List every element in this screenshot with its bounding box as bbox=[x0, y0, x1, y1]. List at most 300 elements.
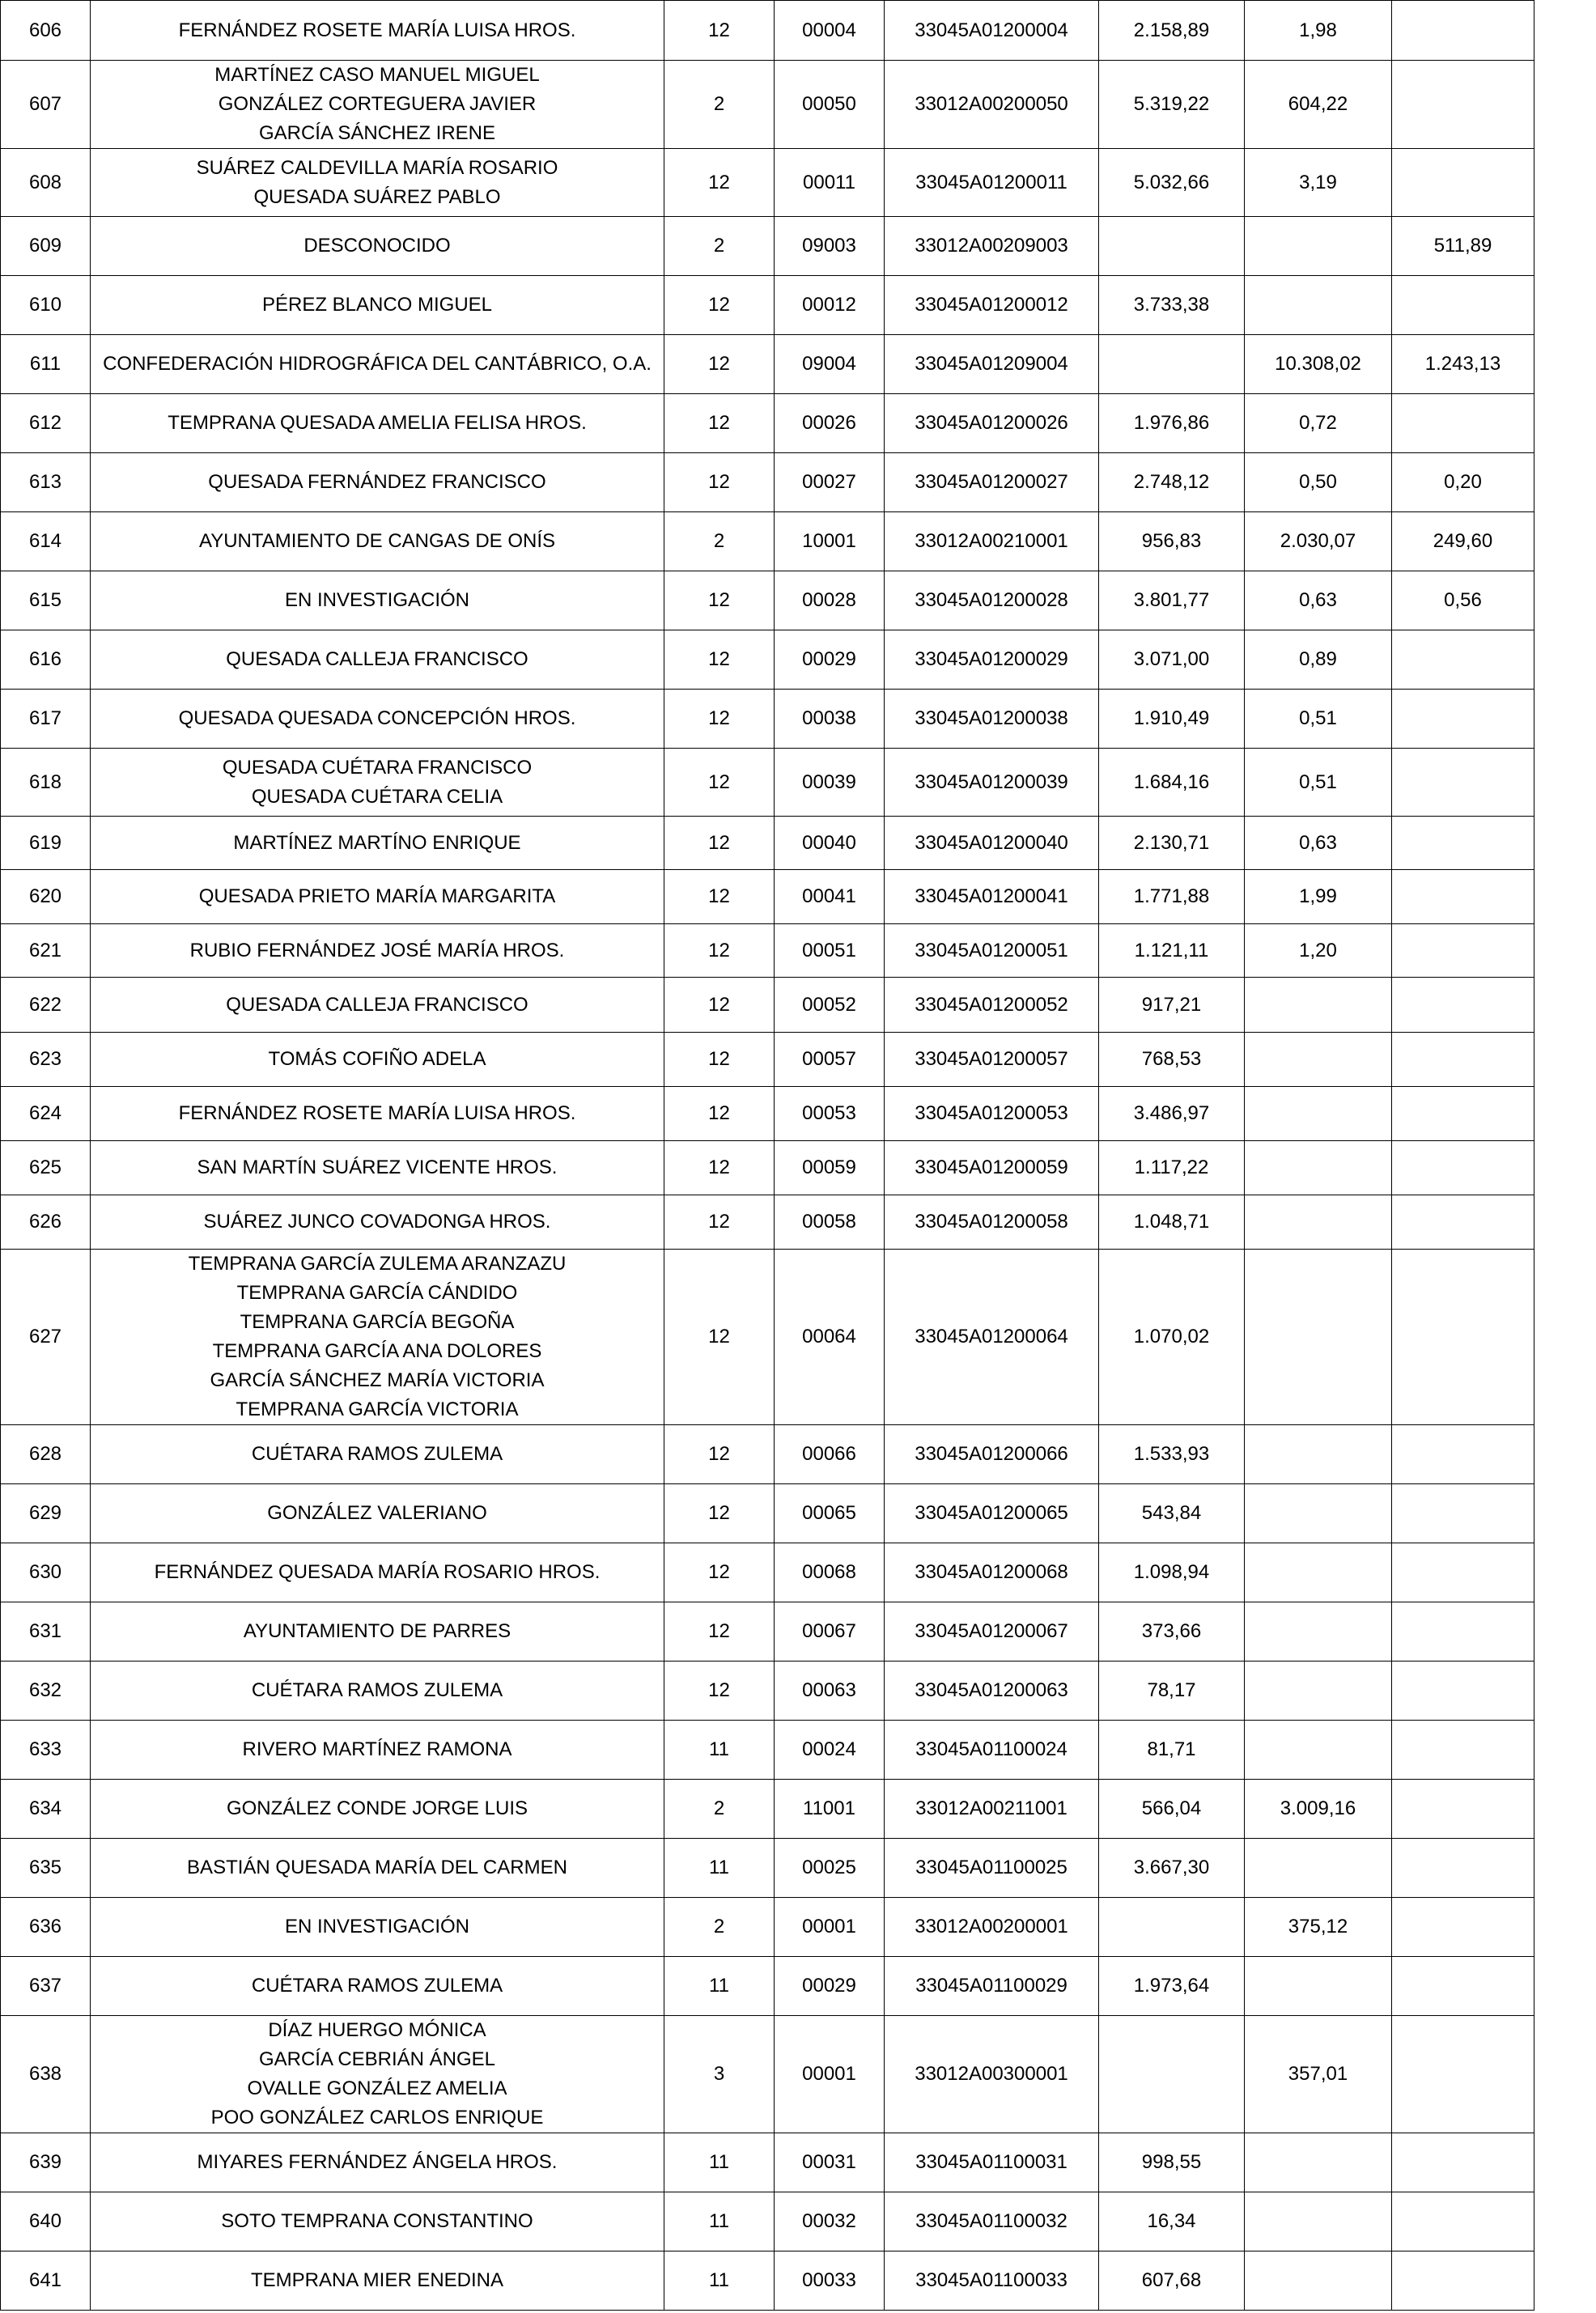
parcel-cell: 00027 bbox=[775, 453, 885, 512]
area-col3-cell bbox=[1392, 2133, 1534, 2192]
cadastral-ref-cell: 33045A01200065 bbox=[885, 1484, 1099, 1543]
area-col2-cell: 3.009,16 bbox=[1245, 1780, 1392, 1839]
area-col2-cell: 0,72 bbox=[1245, 394, 1392, 453]
area-col3-cell: 511,89 bbox=[1392, 217, 1534, 276]
table-row bbox=[1, 924, 1534, 978]
owner-name: TOMÁS COFIÑO ADELA bbox=[268, 1048, 486, 1070]
area-col3-cell bbox=[1392, 978, 1534, 1033]
owner-cell bbox=[91, 217, 664, 276]
polygon-cell: 11 bbox=[664, 1721, 775, 1780]
area-col2-cell bbox=[1245, 1721, 1392, 1780]
owner-name: GARCÍA CEBRIÁN ÁNGEL bbox=[258, 2048, 496, 2070]
area-col1-cell: 3.733,38 bbox=[1099, 276, 1245, 335]
owner-name: TEMPRANA GARCÍA CÁNDIDO bbox=[236, 1282, 518, 1304]
owner-name: DESCONOCIDO bbox=[303, 235, 451, 257]
cadastral-ref-cell: 33045A01200052 bbox=[885, 978, 1099, 1033]
area-col3-cell bbox=[1392, 2016, 1534, 2133]
polygon-cell: 2 bbox=[664, 1898, 775, 1957]
owner-cell bbox=[91, 571, 664, 630]
area-col1-cell: 956,83 bbox=[1099, 512, 1245, 571]
owner-name: CONFEDERACIÓN HIDROGRÁFICA DEL CANTÁBRICO, O.A. bbox=[103, 353, 652, 375]
row-number-cell: 626 bbox=[1, 1195, 91, 1250]
row-number-cell: 614 bbox=[1, 512, 91, 571]
owner-name: QUESADA CUÉTARA CELIA bbox=[251, 785, 503, 808]
area-col2-cell bbox=[1245, 217, 1392, 276]
row-number-cell: 615 bbox=[1, 571, 91, 630]
owner-name: CUÉTARA RAMOS ZULEMA bbox=[251, 1679, 503, 1701]
table-row bbox=[1, 571, 1534, 630]
polygon-cell: 12 bbox=[664, 1543, 775, 1602]
owner-name: AYUNTAMIENTO DE PARRES bbox=[243, 1620, 511, 1642]
row-number-cell: 633 bbox=[1, 1721, 91, 1780]
area-col1-cell: 1.771,88 bbox=[1099, 870, 1245, 924]
row-number-cell: 616 bbox=[1, 630, 91, 690]
area-col2-cell: 10.308,02 bbox=[1245, 335, 1392, 394]
row-number-cell: 638 bbox=[1, 2016, 91, 2133]
owner-name: QUESADA QUESADA CONCEPCIÓN HROS. bbox=[178, 707, 576, 729]
area-col3-cell bbox=[1392, 1, 1534, 61]
owner-cell bbox=[91, 1662, 664, 1721]
cadastral-ref-cell: 33045A01100031 bbox=[885, 2133, 1099, 2192]
area-col1-cell: 1.121,11 bbox=[1099, 924, 1245, 978]
owner-name: EN INVESTIGACIÓN bbox=[284, 589, 470, 611]
table-row bbox=[1, 1141, 1534, 1195]
table-row bbox=[1, 394, 1534, 453]
area-col1-cell: 1.910,49 bbox=[1099, 690, 1245, 749]
area-col1-cell bbox=[1099, 217, 1245, 276]
polygon-cell: 3 bbox=[664, 2016, 775, 2133]
area-col2-cell: 1,99 bbox=[1245, 870, 1392, 924]
cadastral-ref-cell: 33045A01200038 bbox=[885, 690, 1099, 749]
owner-cell bbox=[91, 335, 664, 394]
owner-cell bbox=[91, 2133, 664, 2192]
area-col3-cell bbox=[1392, 394, 1534, 453]
table-row bbox=[1, 1839, 1534, 1898]
parcel-cell: 00032 bbox=[775, 2192, 885, 2251]
area-col3-cell bbox=[1392, 1721, 1534, 1780]
owner-cell bbox=[91, 1250, 664, 1425]
parcel-cell: 00001 bbox=[775, 1898, 885, 1957]
owner-cell bbox=[91, 1, 664, 61]
area-col1-cell: 2.158,89 bbox=[1099, 1, 1245, 61]
area-col1-cell: 3.486,97 bbox=[1099, 1087, 1245, 1141]
owner-cell bbox=[91, 817, 664, 870]
polygon-cell: 12 bbox=[664, 571, 775, 630]
parcel-cell: 00065 bbox=[775, 1484, 885, 1543]
area-col3-cell bbox=[1392, 1250, 1534, 1425]
cadastral-ref-cell: 33045A01200011 bbox=[885, 149, 1099, 217]
cadastral-ref-cell: 33045A01200040 bbox=[885, 817, 1099, 870]
owner-name: QUESADA CALLEJA FRANCISCO bbox=[226, 648, 528, 670]
owner-cell bbox=[91, 870, 664, 924]
cadastral-ref-cell: 33045A01100029 bbox=[885, 1957, 1099, 2016]
area-col2-cell bbox=[1245, 2192, 1392, 2251]
polygon-cell: 12 bbox=[664, 1250, 775, 1425]
owner-name: DÍAZ HUERGO MÓNICA bbox=[268, 2019, 486, 2041]
owner-cell bbox=[91, 1602, 664, 1662]
parcel-cell: 00057 bbox=[775, 1033, 885, 1087]
owner-name: OVALLE GONZÁLEZ AMELIA bbox=[247, 2077, 507, 2099]
cadastral-ref-cell: 33012A00209003 bbox=[885, 217, 1099, 276]
row-number-cell: 632 bbox=[1, 1662, 91, 1721]
parcel-cell: 00024 bbox=[775, 1721, 885, 1780]
area-col2-cell bbox=[1245, 978, 1392, 1033]
owner-name: CUÉTARA RAMOS ZULEMA bbox=[251, 1975, 503, 1997]
polygon-cell: 12 bbox=[664, 1484, 775, 1543]
polygon-cell: 11 bbox=[664, 2192, 775, 2251]
cadastral-ref-cell: 33045A01200058 bbox=[885, 1195, 1099, 1250]
area-col1-cell: 5.319,22 bbox=[1099, 61, 1245, 149]
area-col3-cell bbox=[1392, 1898, 1534, 1957]
area-col1-cell: 1.976,86 bbox=[1099, 394, 1245, 453]
area-col2-cell: 604,22 bbox=[1245, 61, 1392, 149]
table-row bbox=[1, 870, 1534, 924]
area-col3-cell bbox=[1392, 1957, 1534, 2016]
cadastral-ref-cell: 33045A01200067 bbox=[885, 1602, 1099, 1662]
owner-cell bbox=[91, 1780, 664, 1839]
owner-name: QUESADA CUÉTARA FRANCISCO bbox=[222, 756, 533, 779]
area-col1-cell: 1.533,93 bbox=[1099, 1425, 1245, 1484]
owner-cell bbox=[91, 924, 664, 978]
cadastral-ref-cell: 33012A00200050 bbox=[885, 61, 1099, 149]
row-number-cell: 641 bbox=[1, 2251, 91, 2311]
parcel-cell: 09003 bbox=[775, 217, 885, 276]
cadastral-ref-cell: 33045A01200068 bbox=[885, 1543, 1099, 1602]
parcel-cell: 00029 bbox=[775, 630, 885, 690]
area-col2-cell: 0,51 bbox=[1245, 749, 1392, 817]
cadastral-ref-cell: 33012A00210001 bbox=[885, 512, 1099, 571]
owner-name: POO GONZÁLEZ CARLOS ENRIQUE bbox=[210, 2107, 544, 2128]
parcel-cell: 00038 bbox=[775, 690, 885, 749]
area-col2-cell: 0,51 bbox=[1245, 690, 1392, 749]
area-col1-cell: 1.070,02 bbox=[1099, 1250, 1245, 1425]
row-number-cell: 612 bbox=[1, 394, 91, 453]
area-col2-cell bbox=[1245, 2251, 1392, 2311]
polygon-cell: 12 bbox=[664, 276, 775, 335]
area-col3-cell bbox=[1392, 1425, 1534, 1484]
table-row bbox=[1, 1780, 1534, 1839]
owner-cell bbox=[91, 1425, 664, 1484]
parcel-cell: 00064 bbox=[775, 1250, 885, 1425]
area-col1-cell: 1.117,22 bbox=[1099, 1141, 1245, 1195]
table-body bbox=[1, 1, 1534, 2311]
area-col3-cell bbox=[1392, 2192, 1534, 2251]
area-col2-cell: 3,19 bbox=[1245, 149, 1392, 217]
area-col3-cell bbox=[1392, 690, 1534, 749]
owner-name: AYUNTAMIENTO DE CANGAS DE ONÍS bbox=[198, 530, 556, 552]
owner-cell bbox=[91, 1721, 664, 1780]
owner-cell bbox=[91, 512, 664, 571]
cadastral-ref-cell: 33045A01200039 bbox=[885, 749, 1099, 817]
owner-name: TEMPRANA MIER ENEDINA bbox=[250, 2269, 504, 2291]
polygon-cell: 2 bbox=[664, 512, 775, 571]
owner-name: FERNÁNDEZ ROSETE MARÍA LUISA HROS. bbox=[178, 19, 576, 41]
owner-cell bbox=[91, 276, 664, 335]
area-col1-cell: 543,84 bbox=[1099, 1484, 1245, 1543]
row-number-cell: 613 bbox=[1, 453, 91, 512]
owner-name: QUESADA PRIETO MARÍA MARGARITA bbox=[198, 885, 556, 907]
table-row bbox=[1, 149, 1534, 217]
table-row bbox=[1, 1484, 1534, 1543]
owner-name: SOTO TEMPRANA CONSTANTINO bbox=[221, 2210, 533, 2232]
owner-cell bbox=[91, 690, 664, 749]
parcel-cell: 00068 bbox=[775, 1543, 885, 1602]
polygon-cell: 12 bbox=[664, 924, 775, 978]
area-col1-cell: 2.748,12 bbox=[1099, 453, 1245, 512]
table-row bbox=[1, 61, 1534, 149]
cadastral-ref-cell: 33045A01100024 bbox=[885, 1721, 1099, 1780]
area-col3-cell bbox=[1392, 276, 1534, 335]
parcel-cell: 00052 bbox=[775, 978, 885, 1033]
owner-cell bbox=[91, 1543, 664, 1602]
row-number-cell: 634 bbox=[1, 1780, 91, 1839]
table-row bbox=[1, 749, 1534, 817]
area-col1-cell: 78,17 bbox=[1099, 1662, 1245, 1721]
owner-name: TEMPRANA QUESADA AMELIA FELISA HROS. bbox=[168, 412, 587, 434]
area-col1-cell: 3.667,30 bbox=[1099, 1839, 1245, 1898]
cadastral-ref-cell: 33045A01200012 bbox=[885, 276, 1099, 335]
row-number-cell: 607 bbox=[1, 61, 91, 149]
cadastral-ref-cell: 33045A01200066 bbox=[885, 1425, 1099, 1484]
area-col3-cell bbox=[1392, 2251, 1534, 2311]
cadastral-ref-cell: 33045A01200041 bbox=[885, 870, 1099, 924]
owner-name: SUÁREZ JUNCO COVADONGA HROS. bbox=[203, 1211, 551, 1233]
cadastral-ref-cell: 33045A01200064 bbox=[885, 1250, 1099, 1425]
polygon-cell: 12 bbox=[664, 1425, 775, 1484]
polygon-cell: 12 bbox=[664, 1, 775, 61]
row-number-cell: 618 bbox=[1, 749, 91, 817]
parcel-cell: 00001 bbox=[775, 2016, 885, 2133]
area-col3-cell bbox=[1392, 1780, 1534, 1839]
polygon-cell: 12 bbox=[664, 335, 775, 394]
owner-name: GARCÍA SÁNCHEZ MARÍA VICTORIA bbox=[210, 1369, 545, 1391]
area-col2-cell bbox=[1245, 1087, 1392, 1141]
row-number-cell: 622 bbox=[1, 978, 91, 1033]
owner-cell bbox=[91, 749, 664, 817]
area-col1-cell: 5.032,66 bbox=[1099, 149, 1245, 217]
area-col3-cell bbox=[1392, 1543, 1534, 1602]
polygon-cell: 12 bbox=[664, 749, 775, 817]
row-number-cell: 627 bbox=[1, 1250, 91, 1425]
parcel-cell: 00041 bbox=[775, 870, 885, 924]
parcel-cell: 00063 bbox=[775, 1662, 885, 1721]
owner-cell bbox=[91, 149, 664, 217]
area-col2-cell bbox=[1245, 1425, 1392, 1484]
area-col2-cell bbox=[1245, 1195, 1392, 1250]
cadastral-ref-cell: 33045A01200029 bbox=[885, 630, 1099, 690]
polygon-cell: 12 bbox=[664, 817, 775, 870]
row-number-cell: 629 bbox=[1, 1484, 91, 1543]
table-row bbox=[1, 2016, 1534, 2133]
parcel-cell: 10001 bbox=[775, 512, 885, 571]
row-number-cell: 609 bbox=[1, 217, 91, 276]
area-col3-cell bbox=[1392, 1484, 1534, 1543]
polygon-cell: 11 bbox=[664, 2133, 775, 2192]
table-row bbox=[1, 1, 1534, 61]
cadastral-ref-cell: 33045A01200051 bbox=[885, 924, 1099, 978]
row-number-cell: 624 bbox=[1, 1087, 91, 1141]
owner-name: GONZÁLEZ CONDE JORGE LUIS bbox=[226, 1797, 528, 1819]
table-row bbox=[1, 690, 1534, 749]
table-row bbox=[1, 1721, 1534, 1780]
parcel-cell: 00053 bbox=[775, 1087, 885, 1141]
polygon-cell: 11 bbox=[664, 1839, 775, 1898]
table-row bbox=[1, 1033, 1534, 1087]
parcel-cell: 00039 bbox=[775, 749, 885, 817]
row-number-cell: 611 bbox=[1, 335, 91, 394]
owner-name: TEMPRANA GARCÍA ANA DOLORES bbox=[212, 1340, 542, 1362]
table-row bbox=[1, 630, 1534, 690]
parcel-cell: 00050 bbox=[775, 61, 885, 149]
owner-cell bbox=[91, 394, 664, 453]
area-col1-cell: 1.973,64 bbox=[1099, 1957, 1245, 2016]
cadastral-ref-cell: 33045A01100025 bbox=[885, 1839, 1099, 1898]
area-col3-cell: 0,56 bbox=[1392, 571, 1534, 630]
owner-name: QUESADA SUÁREZ PABLO bbox=[253, 185, 501, 208]
owner-name: FERNÁNDEZ ROSETE MARÍA LUISA HROS. bbox=[178, 1102, 576, 1124]
table-row bbox=[1, 453, 1534, 512]
area-col1-cell: 373,66 bbox=[1099, 1602, 1245, 1662]
cadastral-ref-cell: 33045A01200053 bbox=[885, 1087, 1099, 1141]
area-col3-cell bbox=[1392, 817, 1534, 870]
area-col2-cell: 1,98 bbox=[1245, 1, 1392, 61]
parcel-cell: 00059 bbox=[775, 1141, 885, 1195]
cadastral-ref-cell: 33012A00211001 bbox=[885, 1780, 1099, 1839]
area-col1-cell: 998,55 bbox=[1099, 2133, 1245, 2192]
polygon-cell: 2 bbox=[664, 61, 775, 149]
cadastral-ref-cell: 33045A01100032 bbox=[885, 2192, 1099, 2251]
area-col2-cell bbox=[1245, 1141, 1392, 1195]
parcel-cell: 00066 bbox=[775, 1425, 885, 1484]
area-col3-cell bbox=[1392, 1087, 1534, 1141]
area-col1-cell: 2.130,71 bbox=[1099, 817, 1245, 870]
owner-name: TEMPRANA GARCÍA BEGOÑA bbox=[240, 1311, 515, 1333]
area-col2-cell bbox=[1245, 1484, 1392, 1543]
owner-name: EN INVESTIGACIÓN bbox=[284, 1916, 470, 1937]
area-col2-cell bbox=[1245, 1250, 1392, 1425]
row-number-cell: 621 bbox=[1, 924, 91, 978]
area-col1-cell bbox=[1099, 335, 1245, 394]
row-number-cell: 631 bbox=[1, 1602, 91, 1662]
polygon-cell: 12 bbox=[664, 1141, 775, 1195]
polygon-cell: 12 bbox=[664, 149, 775, 217]
owner-cell bbox=[91, 2016, 664, 2133]
owner-cell bbox=[91, 1484, 664, 1543]
polygon-cell: 12 bbox=[664, 978, 775, 1033]
owner-name: CUÉTARA RAMOS ZULEMA bbox=[251, 1443, 503, 1465]
area-col2-cell bbox=[1245, 1957, 1392, 2016]
owner-name: GONZÁLEZ VALERIANO bbox=[267, 1502, 487, 1524]
owner-name: TEMPRANA GARCÍA VICTORIA bbox=[236, 1398, 519, 1420]
area-col2-cell: 0,63 bbox=[1245, 571, 1392, 630]
table-row bbox=[1, 1195, 1534, 1250]
area-col2-cell: 1,20 bbox=[1245, 924, 1392, 978]
polygon-cell: 2 bbox=[664, 217, 775, 276]
parcel-cell: 09004 bbox=[775, 335, 885, 394]
area-col2-cell bbox=[1245, 2133, 1392, 2192]
area-col2-cell: 0,50 bbox=[1245, 453, 1392, 512]
cadastral-ref-cell: 33012A00200001 bbox=[885, 1898, 1099, 1957]
parcel-cell: 00012 bbox=[775, 276, 885, 335]
table-row bbox=[1, 217, 1534, 276]
area-col1-cell: 3.071,00 bbox=[1099, 630, 1245, 690]
parcel-cell: 00040 bbox=[775, 817, 885, 870]
row-number-cell: 617 bbox=[1, 690, 91, 749]
area-col3-cell bbox=[1392, 1662, 1534, 1721]
cadastral-ref-cell: 33045A01200059 bbox=[885, 1141, 1099, 1195]
area-col1-cell: 917,21 bbox=[1099, 978, 1245, 1033]
owner-cell bbox=[91, 978, 664, 1033]
row-number-cell: 608 bbox=[1, 149, 91, 217]
area-col2-cell: 357,01 bbox=[1245, 2016, 1392, 2133]
cadastral-ref-cell: 33045A01200057 bbox=[885, 1033, 1099, 1087]
owner-name: RUBIO FERNÁNDEZ JOSÉ MARÍA HROS. bbox=[189, 939, 565, 961]
row-number-cell: 628 bbox=[1, 1425, 91, 1484]
owner-cell bbox=[91, 1839, 664, 1898]
parcel-cell: 11001 bbox=[775, 1780, 885, 1839]
area-col1-cell: 768,53 bbox=[1099, 1033, 1245, 1087]
owner-cell bbox=[91, 453, 664, 512]
area-col3-cell bbox=[1392, 630, 1534, 690]
parcel-cell: 00058 bbox=[775, 1195, 885, 1250]
polygon-cell: 11 bbox=[664, 2251, 775, 2311]
owner-name: SUÁREZ CALDEVILLA MARÍA ROSARIO bbox=[196, 156, 558, 179]
area-col1-cell: 3.801,77 bbox=[1099, 571, 1245, 630]
table-row bbox=[1, 1087, 1534, 1141]
owner-name: PÉREZ BLANCO MIGUEL bbox=[261, 294, 493, 316]
row-number-cell: 606 bbox=[1, 1, 91, 61]
row-number-cell: 623 bbox=[1, 1033, 91, 1087]
parcel-cell: 00031 bbox=[775, 2133, 885, 2192]
row-number-cell: 610 bbox=[1, 276, 91, 335]
area-col1-cell: 16,34 bbox=[1099, 2192, 1245, 2251]
polygon-cell: 12 bbox=[664, 453, 775, 512]
cadastral-ref-cell: 33045A01200004 bbox=[885, 1, 1099, 61]
owner-name: QUESADA CALLEJA FRANCISCO bbox=[226, 993, 528, 1016]
area-col3-cell: 1.243,13 bbox=[1392, 335, 1534, 394]
owner-name: FERNÁNDEZ QUESADA MARÍA ROSARIO HROS. bbox=[154, 1561, 601, 1583]
owner-name: MARTÍNEZ CASO MANUEL MIGUEL bbox=[214, 64, 540, 86]
row-number-cell: 625 bbox=[1, 1141, 91, 1195]
parcel-cell: 00011 bbox=[775, 149, 885, 217]
area-col1-cell: 1.684,16 bbox=[1099, 749, 1245, 817]
area-col1-cell: 81,71 bbox=[1099, 1721, 1245, 1780]
owner-name: GONZÁLEZ CORTEGUERA JAVIER bbox=[218, 93, 537, 115]
owner-name: MIYARES FERNÁNDEZ ÁNGELA HROS. bbox=[197, 2151, 558, 2173]
area-col2-cell: 0,89 bbox=[1245, 630, 1392, 690]
owner-name: RIVERO MARTÍNEZ RAMONA bbox=[242, 1738, 512, 1760]
area-col3-cell bbox=[1392, 924, 1534, 978]
area-col3-cell bbox=[1392, 749, 1534, 817]
area-col3-cell bbox=[1392, 61, 1534, 149]
cadastral-ref-cell: 33045A01200026 bbox=[885, 394, 1099, 453]
polygon-cell: 12 bbox=[664, 1602, 775, 1662]
area-col3-cell bbox=[1392, 1602, 1534, 1662]
polygon-cell: 2 bbox=[664, 1780, 775, 1839]
table-row bbox=[1, 817, 1534, 870]
area-col1-cell: 1.048,71 bbox=[1099, 1195, 1245, 1250]
area-col1-cell bbox=[1099, 1898, 1245, 1957]
owner-name: MARTÍNEZ MARTÍNO ENRIQUE bbox=[233, 831, 521, 854]
area-col2-cell bbox=[1245, 1662, 1392, 1721]
area-col3-cell bbox=[1392, 1033, 1534, 1087]
cadastral-ref-cell: 33045A01200063 bbox=[885, 1662, 1099, 1721]
owner-cell bbox=[91, 61, 664, 149]
polygon-cell: 12 bbox=[664, 1662, 775, 1721]
table-row bbox=[1, 1543, 1534, 1602]
polygon-cell: 12 bbox=[664, 690, 775, 749]
cadastral-ref-cell: 33045A01200027 bbox=[885, 453, 1099, 512]
